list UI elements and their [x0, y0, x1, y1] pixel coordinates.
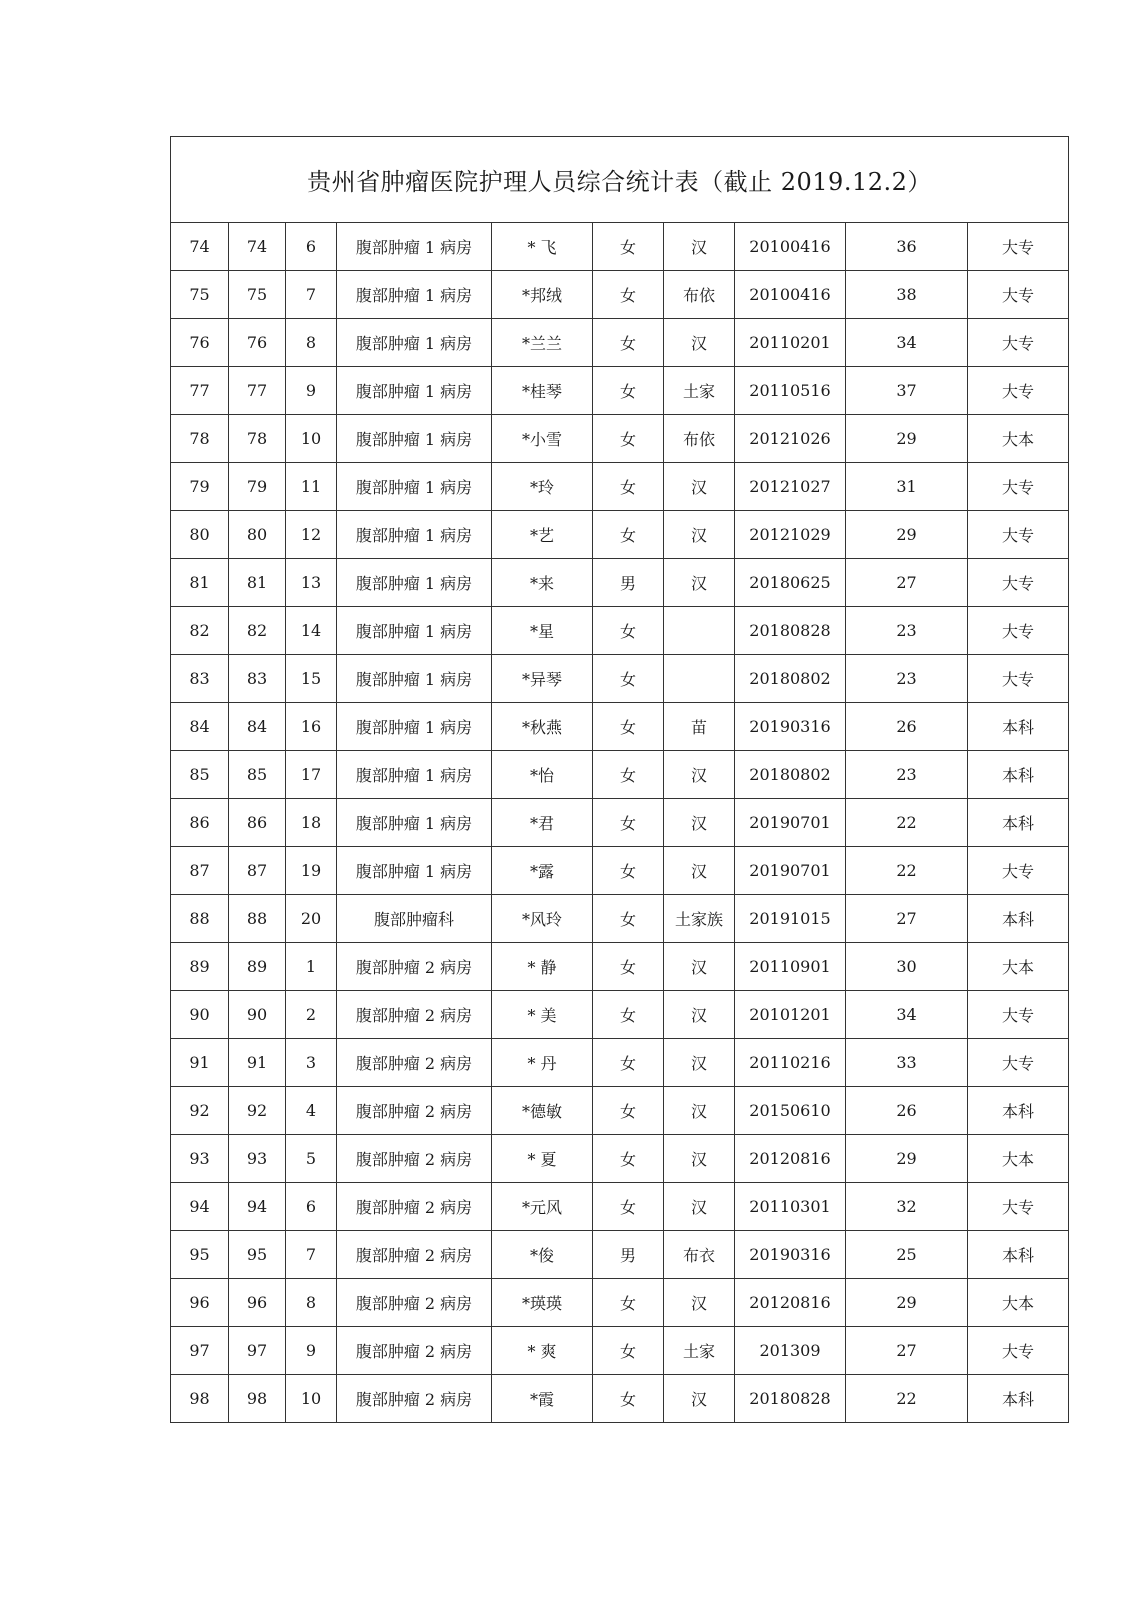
table-title: 贵州省肿瘤医院护理人员综合统计表（截止 2019.12.2） [171, 137, 1069, 223]
education-cell: 大专 [968, 511, 1069, 559]
name-cell: *秋燕 [492, 703, 593, 751]
start-date-cell: 20110201 [735, 319, 846, 367]
ethnicity-cell: 汉 [664, 1135, 735, 1183]
gender-cell: 女 [593, 799, 664, 847]
start-date-cell: 20121027 [735, 463, 846, 511]
name-cell: *桂琴 [492, 367, 593, 415]
name-cell: *俊 [492, 1231, 593, 1279]
seq-cell: 85 [229, 751, 286, 799]
name-cell: *艺 [492, 511, 593, 559]
seq-cell: 91 [229, 1039, 286, 1087]
dept-index-cell: 6 [286, 1183, 337, 1231]
start-date-cell: 20110901 [735, 943, 846, 991]
name-cell: *兰兰 [492, 319, 593, 367]
table-row [171, 1135, 1069, 1183]
gender-cell: 女 [593, 1183, 664, 1231]
department-cell: 腹部肿瘤 1 病房 [337, 655, 492, 703]
total-index-cell: 84 [171, 703, 229, 751]
total-index-cell: 98 [171, 1375, 229, 1423]
ethnicity-cell: 汉 [664, 943, 735, 991]
name-cell: *玲 [492, 463, 593, 511]
start-date-cell: 20120816 [735, 1279, 846, 1327]
ethnicity-cell: 汉 [664, 751, 735, 799]
ethnicity-cell: 汉 [664, 559, 735, 607]
gender-cell: 女 [593, 943, 664, 991]
total-index-cell: 88 [171, 895, 229, 943]
education-cell: 大专 [968, 319, 1069, 367]
gender-cell: 女 [593, 415, 664, 463]
education-cell: 大专 [968, 991, 1069, 1039]
age-cell: 27 [846, 1327, 968, 1375]
seq-cell: 94 [229, 1183, 286, 1231]
ethnicity-cell: 汉 [664, 991, 735, 1039]
education-cell: 大本 [968, 1279, 1069, 1327]
start-date-cell: 20100416 [735, 271, 846, 319]
total-index-cell: 95 [171, 1231, 229, 1279]
gender-cell: 女 [593, 511, 664, 559]
ethnicity-cell: 布衣 [664, 1231, 735, 1279]
gender-cell: 女 [593, 607, 664, 655]
table-row [171, 271, 1069, 319]
department-cell: 腹部肿瘤 1 病房 [337, 511, 492, 559]
table-row [171, 895, 1069, 943]
seq-cell: 96 [229, 1279, 286, 1327]
department-cell: 腹部肿瘤 1 病房 [337, 703, 492, 751]
total-index-cell: 74 [171, 223, 229, 271]
table-row [171, 799, 1069, 847]
start-date-cell: 20110216 [735, 1039, 846, 1087]
gender-cell: 男 [593, 559, 664, 607]
seq-cell: 97 [229, 1327, 286, 1375]
name-cell: * 丹 [492, 1039, 593, 1087]
dept-index-cell: 11 [286, 463, 337, 511]
start-date-cell: 20100416 [735, 223, 846, 271]
name-cell: *霞 [492, 1375, 593, 1423]
dept-index-cell: 4 [286, 1087, 337, 1135]
department-cell: 腹部肿瘤 1 病房 [337, 271, 492, 319]
seq-cell: 93 [229, 1135, 286, 1183]
seq-cell: 80 [229, 511, 286, 559]
table-row [171, 367, 1069, 415]
dept-index-cell: 5 [286, 1135, 337, 1183]
total-index-cell: 94 [171, 1183, 229, 1231]
gender-cell: 男 [593, 1231, 664, 1279]
name-cell: *德敏 [492, 1087, 593, 1135]
seq-cell: 95 [229, 1231, 286, 1279]
total-index-cell: 79 [171, 463, 229, 511]
table-row [171, 655, 1069, 703]
department-cell: 腹部肿瘤 2 病房 [337, 1231, 492, 1279]
table-row [171, 703, 1069, 751]
education-cell: 大专 [968, 655, 1069, 703]
department-cell: 腹部肿瘤 1 病房 [337, 223, 492, 271]
ethnicity-cell: 汉 [664, 511, 735, 559]
education-cell: 大本 [968, 415, 1069, 463]
name-cell: *露 [492, 847, 593, 895]
ethnicity-cell: 布依 [664, 415, 735, 463]
seq-cell: 74 [229, 223, 286, 271]
start-date-cell: 20101201 [735, 991, 846, 1039]
dept-index-cell: 20 [286, 895, 337, 943]
age-cell: 31 [846, 463, 968, 511]
seq-cell: 90 [229, 991, 286, 1039]
dept-index-cell: 10 [286, 1375, 337, 1423]
education-cell: 本科 [968, 703, 1069, 751]
department-cell: 腹部肿瘤 1 病房 [337, 367, 492, 415]
age-cell: 32 [846, 1183, 968, 1231]
department-cell: 腹部肿瘤 1 病房 [337, 751, 492, 799]
dept-index-cell: 6 [286, 223, 337, 271]
seq-cell: 78 [229, 415, 286, 463]
education-cell: 大本 [968, 943, 1069, 991]
department-cell: 腹部肿瘤 1 病房 [337, 607, 492, 655]
seq-cell: 83 [229, 655, 286, 703]
ethnicity-cell: 汉 [664, 1375, 735, 1423]
department-cell: 腹部肿瘤 2 病房 [337, 991, 492, 1039]
ethnicity-cell: 布依 [664, 271, 735, 319]
name-cell: * 爽 [492, 1327, 593, 1375]
start-date-cell: 20190316 [735, 1231, 846, 1279]
total-index-cell: 89 [171, 943, 229, 991]
department-cell: 腹部肿瘤 2 病房 [337, 1327, 492, 1375]
education-cell: 本科 [968, 751, 1069, 799]
seq-cell: 79 [229, 463, 286, 511]
seq-cell: 89 [229, 943, 286, 991]
total-index-cell: 77 [171, 367, 229, 415]
start-date-cell: 20180802 [735, 751, 846, 799]
ethnicity-cell: 汉 [664, 319, 735, 367]
age-cell: 22 [846, 847, 968, 895]
ethnicity-cell: 汉 [664, 463, 735, 511]
table-row [171, 1231, 1069, 1279]
gender-cell: 女 [593, 1327, 664, 1375]
age-cell: 22 [846, 799, 968, 847]
department-cell: 腹部肿瘤 1 病房 [337, 319, 492, 367]
table-row [171, 559, 1069, 607]
start-date-cell: 20110516 [735, 367, 846, 415]
total-index-cell: 83 [171, 655, 229, 703]
ethnicity-cell: 汉 [664, 799, 735, 847]
dept-index-cell: 7 [286, 271, 337, 319]
table-row [171, 847, 1069, 895]
start-date-cell: 20121026 [735, 415, 846, 463]
gender-cell: 女 [593, 223, 664, 271]
gender-cell: 女 [593, 895, 664, 943]
name-cell: *小雪 [492, 415, 593, 463]
total-index-cell: 76 [171, 319, 229, 367]
table-row [171, 223, 1069, 271]
dept-index-cell: 9 [286, 1327, 337, 1375]
education-cell: 大专 [968, 1039, 1069, 1087]
table-row [171, 319, 1069, 367]
age-cell: 27 [846, 895, 968, 943]
gender-cell: 女 [593, 271, 664, 319]
dept-index-cell: 16 [286, 703, 337, 751]
start-date-cell: 20190701 [735, 847, 846, 895]
seq-cell: 86 [229, 799, 286, 847]
ethnicity-cell: 汉 [664, 223, 735, 271]
department-cell: 腹部肿瘤 2 病房 [337, 1375, 492, 1423]
name-cell: *星 [492, 607, 593, 655]
gender-cell: 女 [593, 703, 664, 751]
age-cell: 33 [846, 1039, 968, 1087]
seq-cell: 77 [229, 367, 286, 415]
dept-index-cell: 3 [286, 1039, 337, 1087]
age-cell: 29 [846, 415, 968, 463]
age-cell: 26 [846, 1087, 968, 1135]
total-index-cell: 91 [171, 1039, 229, 1087]
name-cell: *来 [492, 559, 593, 607]
start-date-cell: 20190316 [735, 703, 846, 751]
total-index-cell: 80 [171, 511, 229, 559]
dept-index-cell: 13 [286, 559, 337, 607]
start-date-cell: 20191015 [735, 895, 846, 943]
ethnicity-cell [664, 607, 735, 655]
start-date-cell: 20180828 [735, 607, 846, 655]
name-cell: *元风 [492, 1183, 593, 1231]
seq-cell: 92 [229, 1087, 286, 1135]
age-cell: 22 [846, 1375, 968, 1423]
start-date-cell: 201309 [735, 1327, 846, 1375]
gender-cell: 女 [593, 991, 664, 1039]
education-cell: 大专 [968, 271, 1069, 319]
total-index-cell: 86 [171, 799, 229, 847]
ethnicity-cell: 土家 [664, 1327, 735, 1375]
table-row [171, 1375, 1069, 1423]
gender-cell: 女 [593, 751, 664, 799]
seq-cell: 76 [229, 319, 286, 367]
start-date-cell: 20121029 [735, 511, 846, 559]
seq-cell: 84 [229, 703, 286, 751]
name-cell: *邦绒 [492, 271, 593, 319]
seq-cell: 87 [229, 847, 286, 895]
gender-cell: 女 [593, 1087, 664, 1135]
total-index-cell: 93 [171, 1135, 229, 1183]
total-index-cell: 82 [171, 607, 229, 655]
gender-cell: 女 [593, 463, 664, 511]
education-cell: 大专 [968, 607, 1069, 655]
start-date-cell: 20120816 [735, 1135, 846, 1183]
age-cell: 26 [846, 703, 968, 751]
ethnicity-cell: 汉 [664, 1039, 735, 1087]
start-date-cell: 20150610 [735, 1087, 846, 1135]
age-cell: 29 [846, 511, 968, 559]
education-cell: 大专 [968, 367, 1069, 415]
dept-index-cell: 18 [286, 799, 337, 847]
ethnicity-cell: 汉 [664, 1183, 735, 1231]
age-cell: 34 [846, 319, 968, 367]
department-cell: 腹部肿瘤 2 病房 [337, 1039, 492, 1087]
department-cell: 腹部肿瘤 1 病房 [337, 463, 492, 511]
age-cell: 37 [846, 367, 968, 415]
age-cell: 23 [846, 607, 968, 655]
total-index-cell: 92 [171, 1087, 229, 1135]
dept-index-cell: 17 [286, 751, 337, 799]
education-cell: 本科 [968, 799, 1069, 847]
education-cell: 大专 [968, 847, 1069, 895]
total-index-cell: 96 [171, 1279, 229, 1327]
department-cell: 腹部肿瘤科 [337, 895, 492, 943]
dept-index-cell: 10 [286, 415, 337, 463]
education-cell: 本科 [968, 1375, 1069, 1423]
age-cell: 36 [846, 223, 968, 271]
dept-index-cell: 12 [286, 511, 337, 559]
dept-index-cell: 8 [286, 319, 337, 367]
education-cell: 本科 [968, 1087, 1069, 1135]
name-cell: *君 [492, 799, 593, 847]
table-row [171, 751, 1069, 799]
department-cell: 腹部肿瘤 2 病房 [337, 943, 492, 991]
start-date-cell: 20110301 [735, 1183, 846, 1231]
table-row [171, 1327, 1069, 1375]
total-index-cell: 85 [171, 751, 229, 799]
education-cell: 大专 [968, 1327, 1069, 1375]
dept-index-cell: 14 [286, 607, 337, 655]
start-date-cell: 20180828 [735, 1375, 846, 1423]
table-row [171, 1039, 1069, 1087]
dept-index-cell: 8 [286, 1279, 337, 1327]
seq-cell: 81 [229, 559, 286, 607]
department-cell: 腹部肿瘤 2 病房 [337, 1087, 492, 1135]
age-cell: 38 [846, 271, 968, 319]
total-index-cell: 78 [171, 415, 229, 463]
department-cell: 腹部肿瘤 1 病房 [337, 559, 492, 607]
age-cell: 25 [846, 1231, 968, 1279]
department-cell: 腹部肿瘤 1 病房 [337, 799, 492, 847]
table-row [171, 415, 1069, 463]
name-cell: * 美 [492, 991, 593, 1039]
department-cell: 腹部肿瘤 2 病房 [337, 1279, 492, 1327]
dept-index-cell: 15 [286, 655, 337, 703]
name-cell: *怡 [492, 751, 593, 799]
dept-index-cell: 7 [286, 1231, 337, 1279]
name-cell: *瑛瑛 [492, 1279, 593, 1327]
ethnicity-cell: 汉 [664, 1087, 735, 1135]
table-row [171, 511, 1069, 559]
gender-cell: 女 [593, 1375, 664, 1423]
total-index-cell: 97 [171, 1327, 229, 1375]
education-cell: 本科 [968, 895, 1069, 943]
name-cell: * 静 [492, 943, 593, 991]
table-row [171, 1279, 1069, 1327]
ethnicity-cell [664, 655, 735, 703]
education-cell: 大本 [968, 1135, 1069, 1183]
age-cell: 27 [846, 559, 968, 607]
gender-cell: 女 [593, 1135, 664, 1183]
age-cell: 30 [846, 943, 968, 991]
gender-cell: 女 [593, 319, 664, 367]
name-cell: *异琴 [492, 655, 593, 703]
table-row [171, 607, 1069, 655]
education-cell: 本科 [968, 1231, 1069, 1279]
name-cell: * 夏 [492, 1135, 593, 1183]
table-row [171, 463, 1069, 511]
dept-index-cell: 9 [286, 367, 337, 415]
start-date-cell: 20180802 [735, 655, 846, 703]
education-cell: 大专 [968, 223, 1069, 271]
ethnicity-cell: 苗 [664, 703, 735, 751]
title-row [171, 137, 1069, 223]
gender-cell: 女 [593, 1279, 664, 1327]
education-cell: 大专 [968, 1183, 1069, 1231]
table-row [171, 991, 1069, 1039]
start-date-cell: 20180625 [735, 559, 846, 607]
seq-cell: 75 [229, 271, 286, 319]
age-cell: 29 [846, 1279, 968, 1327]
department-cell: 腹部肿瘤 2 病房 [337, 1135, 492, 1183]
ethnicity-cell: 土家族 [664, 895, 735, 943]
seq-cell: 88 [229, 895, 286, 943]
ethnicity-cell: 土家 [664, 367, 735, 415]
age-cell: 34 [846, 991, 968, 1039]
gender-cell: 女 [593, 1039, 664, 1087]
dept-index-cell: 19 [286, 847, 337, 895]
table-row [171, 943, 1069, 991]
ethnicity-cell: 汉 [664, 847, 735, 895]
total-index-cell: 81 [171, 559, 229, 607]
seq-cell: 82 [229, 607, 286, 655]
age-cell: 23 [846, 751, 968, 799]
gender-cell: 女 [593, 367, 664, 415]
department-cell: 腹部肿瘤 2 病房 [337, 1183, 492, 1231]
total-index-cell: 90 [171, 991, 229, 1039]
seq-cell: 98 [229, 1375, 286, 1423]
table-row [171, 1183, 1069, 1231]
dept-index-cell: 2 [286, 991, 337, 1039]
start-date-cell: 20190701 [735, 799, 846, 847]
age-cell: 23 [846, 655, 968, 703]
total-index-cell: 75 [171, 271, 229, 319]
table-row [171, 1087, 1069, 1135]
name-cell: * 飞 [492, 223, 593, 271]
age-cell: 29 [846, 1135, 968, 1183]
total-index-cell: 87 [171, 847, 229, 895]
department-cell: 腹部肿瘤 1 病房 [337, 415, 492, 463]
dept-index-cell: 1 [286, 943, 337, 991]
education-cell: 大专 [968, 559, 1069, 607]
gender-cell: 女 [593, 655, 664, 703]
ethnicity-cell: 汉 [664, 1279, 735, 1327]
education-cell: 大专 [968, 463, 1069, 511]
department-cell: 腹部肿瘤 1 病房 [337, 847, 492, 895]
nurse-statistics-table [170, 136, 1069, 1423]
gender-cell: 女 [593, 847, 664, 895]
name-cell: *风玲 [492, 895, 593, 943]
